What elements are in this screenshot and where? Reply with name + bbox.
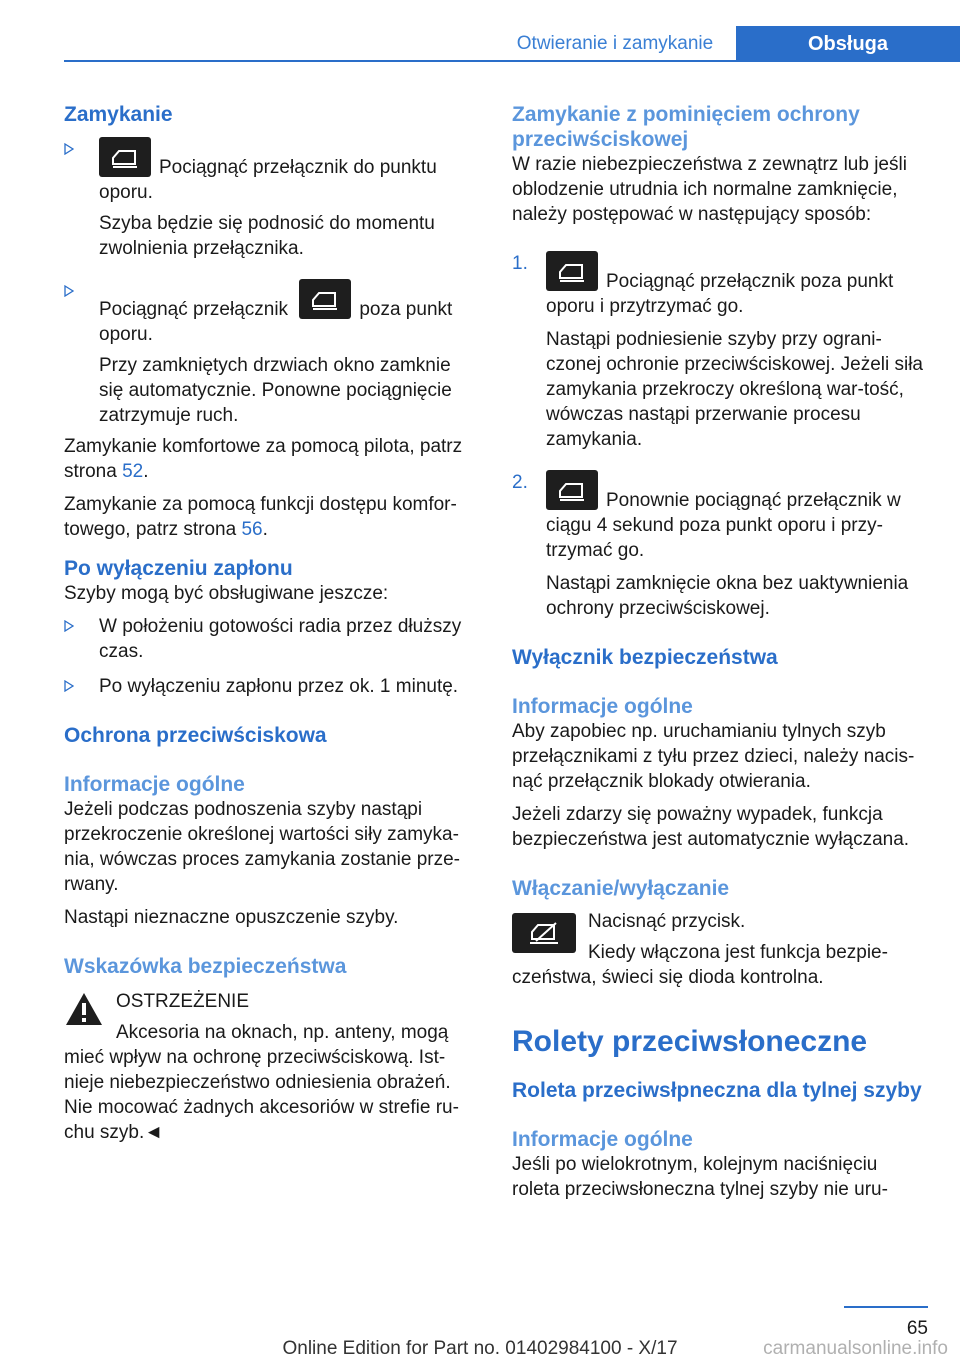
step-2-text: Ponownie pociągnąć przełącznik w ciągu 4 sekund poza punkt oporu i przy‐trzymać go. (546, 490, 901, 561)
bullet-2-pre: Pociągnąć przełącznik (99, 299, 289, 320)
list-item (64, 674, 476, 699)
warning-triangle-icon (64, 991, 104, 1027)
list-item (64, 137, 476, 261)
watermark: carmanualsonline.info (763, 1338, 948, 1359)
bullet-1-text: Pociągnąć przełącznik do punktu oporu. (99, 157, 437, 203)
window-lock-switch-icon (512, 913, 576, 953)
heading-zamykanie: Zamykanie (64, 103, 173, 126)
heading-ochrona: Ochrona przeciwściskowa (64, 724, 327, 747)
list-item (512, 470, 928, 621)
footer-rule (844, 1306, 928, 1308)
bullet-2-post: poza punkt oporu. (99, 299, 453, 345)
paragraph-ochrona: Jeżeli podczas podnoszenia szyby nastąpi przekroczenie określonej wartości siły zamyka‐nia, wówczas proces zamykania zostanie prze‐rwany. (64, 799, 461, 895)
heading-informacje-3: Informacje ogólne (512, 1128, 693, 1151)
paragraph-kiedy: Kiedy włączona jest funkcja bezpie‐czeństwa, świeci się dioda kontrolna. (512, 942, 888, 988)
paragraph-opuszczenie: Nastąpi nieznaczne opuszczenie szyby. (64, 907, 399, 928)
paragraph-wylacznik-1: Aby zapobiec np. uruchamianiu tylnych szyb przełącznikami z tyłu przez dzieci, należy nacis‐nąć przełącznik blokady otwierania. (512, 721, 915, 792)
bullet-triangle-icon (64, 680, 74, 692)
step-number: 1. (512, 253, 528, 274)
paragraph-wylacznik-2: Jeżeli zdarzy się poważny wypadek, funkcja bezpieczeństwa jest automatycznie wyłączana. (512, 804, 910, 850)
window-switch-icon (546, 251, 598, 291)
step-number: 2. (512, 472, 528, 493)
bullet-3: W położeniu gotowości radia przez dłuższy czas. (99, 616, 462, 662)
bullet-1-sub: Szyba będzie się podnosić do momentu zwolnienia przełącznika. (99, 213, 435, 259)
header-chapter-tab: Obsługa (736, 26, 960, 62)
window-switch-icon (546, 470, 598, 510)
heading-informacje-2: Informacje ogólne (512, 695, 693, 718)
warning-block (64, 989, 476, 1145)
window-switch-icon (99, 137, 151, 177)
paragraph-komfort: Zamykanie komfortowe za pomocą pilota, patrz strona 52. (64, 436, 463, 482)
page-number: 65 (906, 1318, 928, 1339)
page-ref-56[interactable]: 56 (241, 519, 263, 540)
list-item (64, 279, 476, 428)
heading-po-zaplonie: Po wyłączeniu zapłonu (64, 557, 293, 580)
page-ref-52[interactable]: 52 (122, 461, 144, 482)
heading-rolety: Rolety przeciwsłoneczne (512, 1025, 868, 1058)
heading-informacje-1: Informacje ogólne (64, 773, 245, 796)
footer-edition: Online Edition for Part no. 01402984100 - X/17 (282, 1338, 678, 1359)
heading-roleta-tylna: Roleta przeciwsłpneczna dla tylnej szyby (512, 1079, 922, 1102)
right-column (512, 102, 928, 1202)
paragraph-nacisnac: Nacisnąć przycisk. (588, 911, 746, 932)
lock-switch-block (512, 909, 928, 990)
header-section-title: Otwieranie i zamykanie (516, 33, 714, 54)
list-item (512, 251, 928, 452)
step-2-sub: Nastąpi zamknięcie okna bez uaktywnienia ochrony przeciwściskowej. (546, 573, 909, 619)
paragraph-pominiecie: W razie niebezpieczeństwa z zewnątrz lub jeśli oblodzenie utrudnia ich normalne zamknięcie, należy postępować w następujący sposób: (512, 154, 907, 225)
bullet-2-sub: Przy zamkniętych drzwiach okno zamknie się automatycznie. Ponowne pociągnięcie zatrzymuje ruch. (99, 355, 452, 426)
warning-title: OSTRZEŻENIE (116, 991, 250, 1012)
bullet-triangle-icon (64, 620, 74, 632)
warning-text: Akcesoria na oknach, np. anteny, mogą mieć wpływ na ochronę przeciwściskową. Ist‐nieje niebezpieczeństwo odniesienia obrażeń. Nie mocować żadnych akcesoriów w strefie ru‐chu szyb.◄ (64, 1022, 459, 1143)
heading-wskazowka: Wskazówka bezpieczeństwa (64, 955, 347, 978)
header-rule (64, 60, 960, 62)
window-switch-icon (299, 279, 351, 319)
paragraph-roleta: Jeśli po wielokrotnym, kolejnym naciśnięciu roleta przeciwsłoneczna tylnej szyby nie uru‐ (512, 1154, 888, 1200)
bullet-triangle-icon (64, 285, 74, 297)
step-1-text: Pociągnąć przełącznik poza punkt oporu i przytrzymać go. (546, 271, 894, 317)
heading-wylacznik: Wyłącznik bezpieczeństwa (512, 646, 778, 669)
step-1-sub: Nastąpi podniesienie szyby przy ograni‐czonej ochronie przeciwściskowej. Jeżeli siła zamykania przekroczy określoną war‐tość, wówczas nastąpi przerwanie procesu zamykania. (546, 329, 923, 450)
heading-pominiecie: Zamykanie z pominięciem ochrony przeciwściskowej (512, 103, 860, 151)
list-item (64, 614, 476, 664)
paragraph-zaplon: Szyby mogą być obsługiwane jeszcze: (64, 583, 389, 604)
bullet-triangle-icon (64, 143, 74, 155)
heading-wlaczanie: Włączanie/wyłączanie (512, 877, 730, 900)
paragraph-dostep: Zamykanie za pomocą funkcji dostępu komfor‐towego, patrz strona 56. (64, 494, 457, 540)
bullet-4: Po wyłączeniu zapłonu przez ok. 1 minutę. (99, 676, 459, 697)
left-column (64, 102, 476, 1145)
